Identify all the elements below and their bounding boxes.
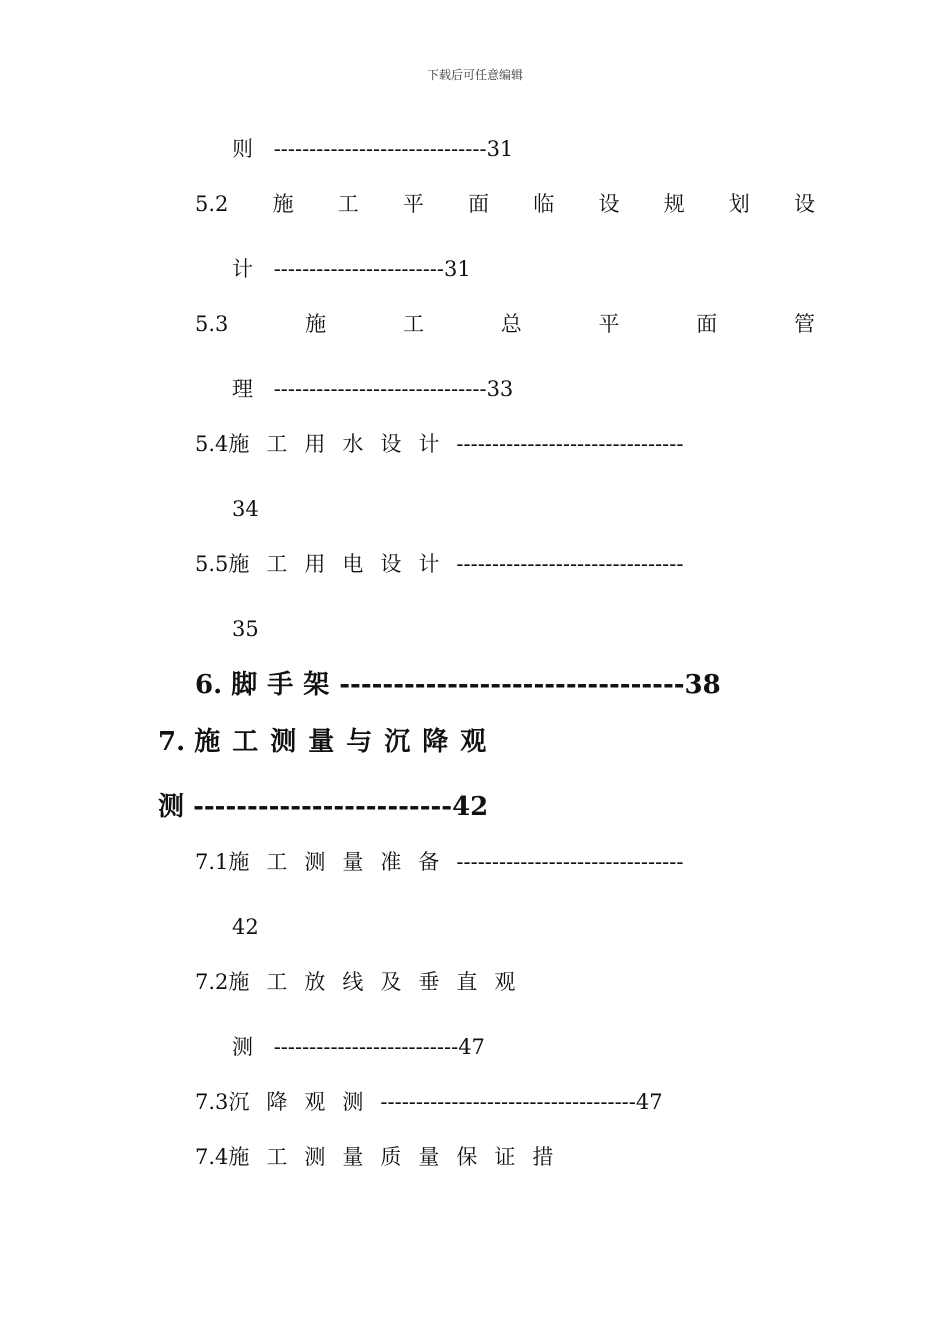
toc-char: 规 xyxy=(663,192,685,216)
toc-text: 理 xyxy=(232,377,253,401)
toc-char: 临 xyxy=(533,192,555,216)
toc-entry-7-1 xyxy=(195,848,683,876)
toc-page: 35 xyxy=(232,617,259,641)
toc-text: 测 xyxy=(232,1035,253,1059)
toc-text: 测 xyxy=(158,792,185,822)
toc-leader: ------------------------ xyxy=(273,257,444,281)
toc-leader: ------------------------ xyxy=(193,792,453,822)
toc-leader: ------------------------------------ xyxy=(380,1090,636,1114)
toc-char: 面 xyxy=(468,192,490,216)
toc-title: 施工测量质量保证措 xyxy=(228,1145,571,1169)
toc-text: 计 xyxy=(232,257,253,281)
toc-leader: -------------------------------- xyxy=(456,432,684,456)
toc-page: 47 xyxy=(458,1035,485,1059)
toc-entry-continuation xyxy=(232,1033,485,1061)
toc-char: 划 xyxy=(728,192,750,216)
toc-page: 42 xyxy=(232,915,259,939)
toc-entry-7-3 xyxy=(195,1088,663,1116)
toc-char: 施 xyxy=(272,192,294,216)
toc-char: 工 xyxy=(402,312,424,336)
toc-title: 脚手架 xyxy=(231,670,340,700)
toc-leader: ------------------------------ xyxy=(273,377,487,401)
toc-title: 沉降观测 xyxy=(228,1090,381,1114)
toc-number: 5.3 xyxy=(195,312,229,336)
toc-page: 31 xyxy=(443,257,471,281)
toc-page: 47 xyxy=(635,1090,663,1114)
toc-title: 施工用水设计 xyxy=(228,432,457,456)
toc-entry-5-2 xyxy=(195,190,815,218)
toc-char: 总 xyxy=(500,312,522,336)
toc-page: 33 xyxy=(486,377,514,401)
toc-entry-5-3 xyxy=(195,310,815,338)
toc-entry-continuation xyxy=(232,375,513,403)
toc-char: 面 xyxy=(696,312,718,336)
toc-title: 施工测量准备 xyxy=(228,850,457,874)
toc-char: 工 xyxy=(337,192,359,216)
toc-page: 42 xyxy=(452,792,489,822)
toc-leader: -------------------------------- xyxy=(339,670,685,700)
toc-entry-5-4 xyxy=(195,430,683,458)
toc-entry-6 xyxy=(195,668,721,702)
toc-entry-7 xyxy=(158,725,498,759)
toc-entry-7-4 xyxy=(195,1143,570,1171)
toc-leader: -------------------------------- xyxy=(456,552,684,576)
toc-entry-continuation xyxy=(232,135,513,163)
toc-number: 7.2 xyxy=(195,970,229,994)
toc-text: 则 xyxy=(232,137,253,161)
toc-number: 5.4 xyxy=(195,432,229,456)
toc-entry-5-5 xyxy=(195,550,683,578)
toc-number: 5.2 xyxy=(195,192,229,216)
toc-leader: ------------------------------ xyxy=(273,137,487,161)
toc-number: 6. xyxy=(195,670,223,700)
toc-page: 34 xyxy=(232,497,259,521)
toc-char: 设 xyxy=(793,192,815,216)
toc-page: 31 xyxy=(486,137,514,161)
toc-title: 施工测量与沉降观 xyxy=(194,727,499,757)
toc-char: 管 xyxy=(794,312,815,336)
toc-char: 设 xyxy=(598,192,620,216)
toc-page: 38 xyxy=(684,670,721,700)
toc-leader: -------------------------- xyxy=(273,1035,459,1059)
toc-number: 5.5 xyxy=(195,552,229,576)
toc-title: 施工放线及垂直观 xyxy=(228,970,533,994)
toc-number: 7.3 xyxy=(195,1090,229,1114)
toc-entry-7-2 xyxy=(195,968,532,996)
toc-char: 平 xyxy=(598,312,620,336)
toc-leader: -------------------------------- xyxy=(456,850,684,874)
toc-entry-continuation xyxy=(232,255,471,283)
toc-char: 施 xyxy=(305,312,327,336)
toc-title: 施工用电设计 xyxy=(228,552,457,576)
toc-char: 平 xyxy=(402,192,424,216)
toc-number: 7. xyxy=(158,727,186,757)
toc-entry-continuation xyxy=(158,790,488,824)
toc-number: 7.4 xyxy=(195,1145,229,1169)
toc-number: 7.1 xyxy=(195,850,229,874)
page-header: 下载后可任意编辑 xyxy=(426,68,523,82)
